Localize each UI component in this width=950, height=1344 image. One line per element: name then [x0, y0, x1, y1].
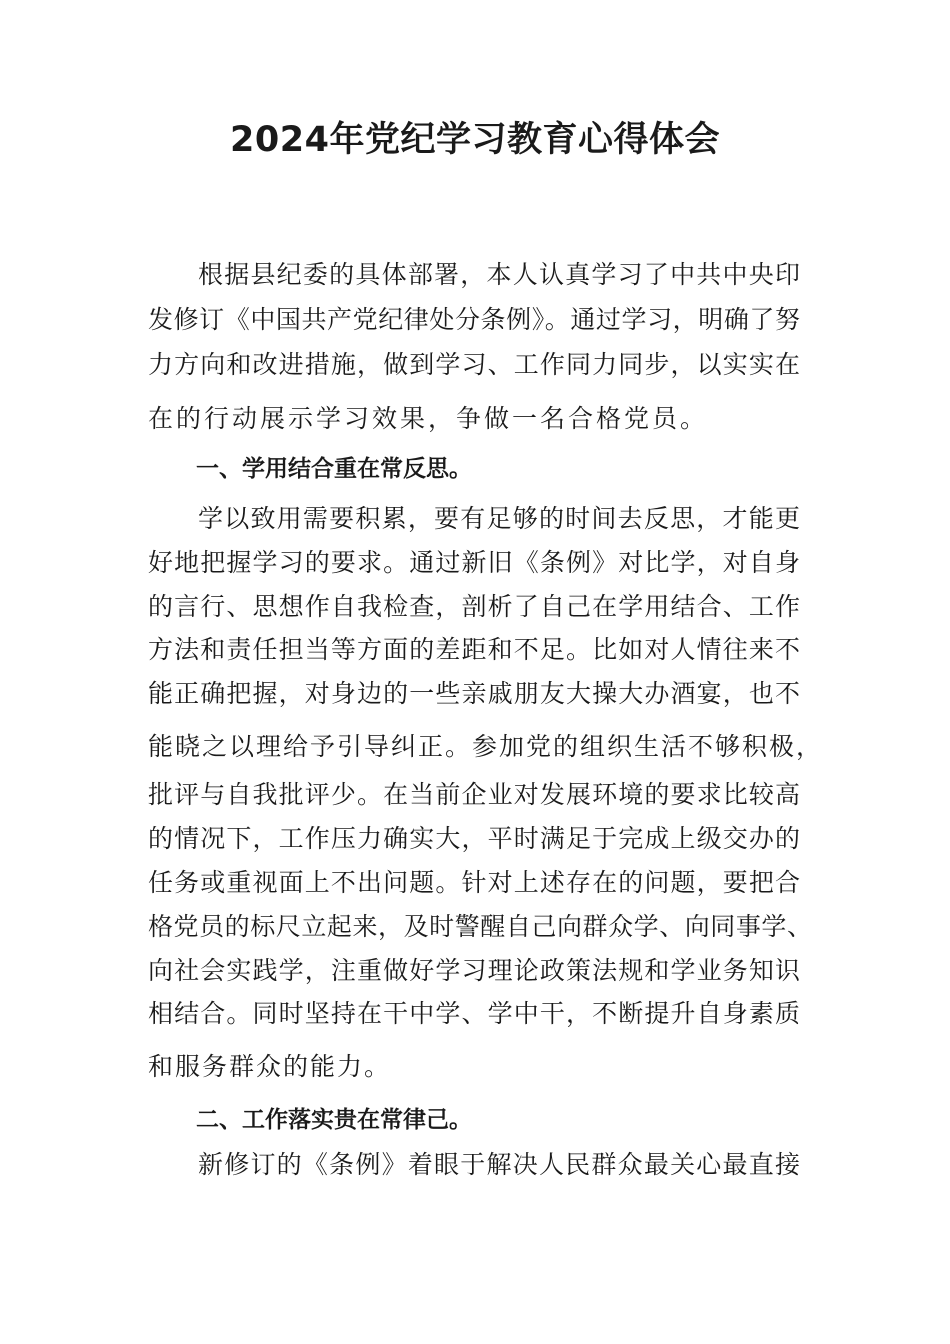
section1-line-9: 任务或重视面上不出问题。针对上述存在的问题，要把合	[148, 868, 800, 897]
section1-line-6: 能晓之以理给予引导纠正。参加党的组织生活不够积极，	[148, 732, 824, 761]
section2-heading: 二、工作落实贵在常律己。	[196, 1107, 472, 1133]
section1-line-12: 相结合。同时坚持在干中学、学中干，不断提升自身素质	[148, 999, 800, 1028]
intro-line-4: 在的行动展示学习效果，争做一名合格党员。	[148, 404, 709, 433]
section2-line-1: 新修订的《条例》着眼于解决人民群众最关心最直接	[198, 1150, 800, 1179]
section1-line-10: 格党员的标尺立起来，及时警醒自己向群众学、向同事学、	[148, 912, 812, 941]
section1-line-2: 好地把握学习的要求。通过新旧《条例》对比学，对自身	[148, 548, 800, 577]
intro-line-3: 力方向和改进措施，做到学习、工作同力同步，以实实在	[148, 350, 800, 379]
section1-line-3: 的言行、思想作自我检查，剖析了自己在学用结合、工作	[148, 592, 800, 621]
section1-line-13: 和服务群众的能力。	[148, 1052, 392, 1081]
section1-line-4: 方法和责任担当等方面的差距和不足。比如对人情往来不	[148, 635, 800, 664]
section1-line-7: 批评与自我批评少。在当前企业对发展环境的要求比较高	[148, 780, 800, 809]
intro-line-2: 发修订《中国共产党纪律处分条例》。通过学习，明确了努	[148, 305, 800, 334]
section1-line-8: 的情况下，工作压力确实大，平时满足于完成上级交办的	[148, 824, 800, 853]
section1-line-1: 学以致用需要积累，要有足够的时间去反思，才能更	[198, 504, 800, 533]
section1-heading: 一、学用结合重在常反思。	[196, 456, 472, 482]
section1-line-11: 向社会实践学，注重做好学习理论政策法规和学业务知识	[148, 956, 800, 985]
section1-line-5: 能正确把握，对身边的一些亲戚朋友大操大办酒宴，也不	[148, 679, 800, 708]
document-title: 2024年党纪学习教育心得体会	[230, 120, 720, 160]
intro-line-1: 根据县纪委的具体部署，本人认真学习了中共中央印	[198, 260, 800, 289]
